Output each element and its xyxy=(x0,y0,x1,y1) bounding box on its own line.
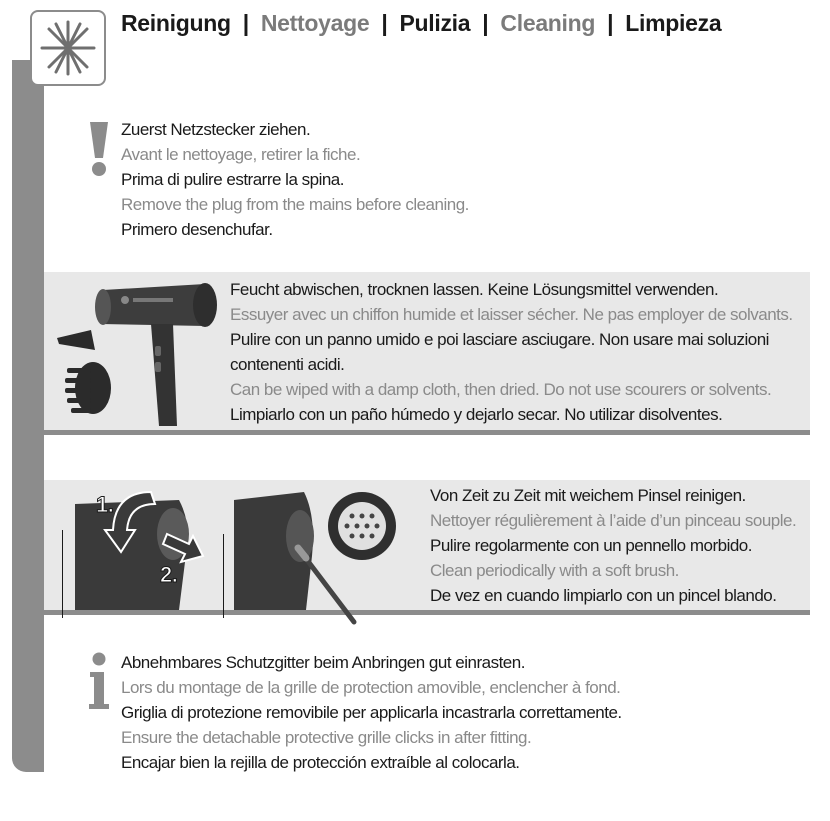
wipe-line-it: Pulire con un panno umido e poi lasciare asciugare. Non usare mai soluzioni xyxy=(230,330,769,349)
divider-line xyxy=(223,534,224,618)
divider-line xyxy=(62,530,63,618)
sidebar-bar xyxy=(12,60,44,772)
wipe-text xyxy=(230,277,793,427)
info-text xyxy=(121,650,622,775)
star-logo-icon xyxy=(38,18,98,78)
brush-line-fr: Nettoyer régulièrement à l’aide d’un pinceau souple. xyxy=(430,511,797,530)
wipe-line-en: Can be wiped with a damp cloth, then dried. Do not use scourers or solvents. xyxy=(230,380,772,399)
exclamation-icon xyxy=(86,120,112,178)
title-separator: | xyxy=(242,9,249,36)
step-one-label: 1. xyxy=(96,492,114,517)
step-one-label-box xyxy=(96,492,113,517)
warning-line-fr: Avant le nettoyage, retirer la fiche. xyxy=(121,145,361,164)
brush-line-es: De vez en cuando limpiarlo con un pincel blando. xyxy=(430,586,777,605)
warning-line-en: Remove the plug from the mains before cleaning. xyxy=(121,195,469,214)
info-line-it: Griglia di protezione removibile per applicarla incastrarla correttamente. xyxy=(121,703,622,722)
title-it: Pulizia xyxy=(399,9,471,36)
brush-cleaning-illustration xyxy=(234,486,424,628)
brush-line-it: Pulire regolarmente con un pennello morbido. xyxy=(430,536,752,555)
info-line-es: Encajar bien la rejilla de protección extraíble al colocarla. xyxy=(121,753,520,772)
title-en: Cleaning xyxy=(500,9,596,36)
warning-line-de: Zuerst Netzstecker ziehen. xyxy=(121,120,311,139)
step-two-label-box xyxy=(160,562,177,587)
wipe-line-it-cont: contenenti acidi. xyxy=(230,355,345,374)
info-line-fr: Lors du montage de la grille de protection amovible, enclencher à fond. xyxy=(121,678,621,697)
title-de: Reinigung xyxy=(121,9,231,36)
hair-dryer-illustration xyxy=(55,276,225,432)
warning-text xyxy=(121,117,469,242)
info-line-en: Ensure the detachable protective grille clicks in after fitting. xyxy=(121,728,532,747)
wipe-line-fr: Essuyer avec un chiffon humide et laisser sécher. Ne pas employer de solvants. xyxy=(230,305,793,324)
warning-line-es: Primero desenchufar. xyxy=(121,220,273,239)
title-fr: Nettoyage xyxy=(260,9,370,36)
brush-line-en: Clean periodically with a soft brush. xyxy=(430,561,679,580)
title-separator: | xyxy=(381,9,388,36)
info-icon xyxy=(88,652,110,710)
brush-line-de: Von Zeit zu Zeit mit weichem Pinsel reinigen. xyxy=(430,486,746,505)
title-es: Limpieza xyxy=(625,9,722,36)
warning-line-it: Prima di pulire estrarre la spina. xyxy=(121,170,344,189)
step-two-label: 2. xyxy=(160,562,178,587)
title-separator: | xyxy=(607,9,614,36)
wipe-line-de: Feucht abwischen, trocknen lassen. Keine Lösungsmittel verwenden. xyxy=(230,280,719,299)
wipe-line-es: Limpiarlo con un paño húmedo y dejarlo secar. No utilizar disolventes. xyxy=(230,405,723,424)
title-separator: | xyxy=(482,9,489,36)
info-line-de: Abnehmbares Schutzgitter beim Anbringen gut einrasten. xyxy=(121,653,525,672)
brush-text xyxy=(430,483,796,608)
page-title xyxy=(121,8,721,38)
logo-box xyxy=(30,10,106,86)
